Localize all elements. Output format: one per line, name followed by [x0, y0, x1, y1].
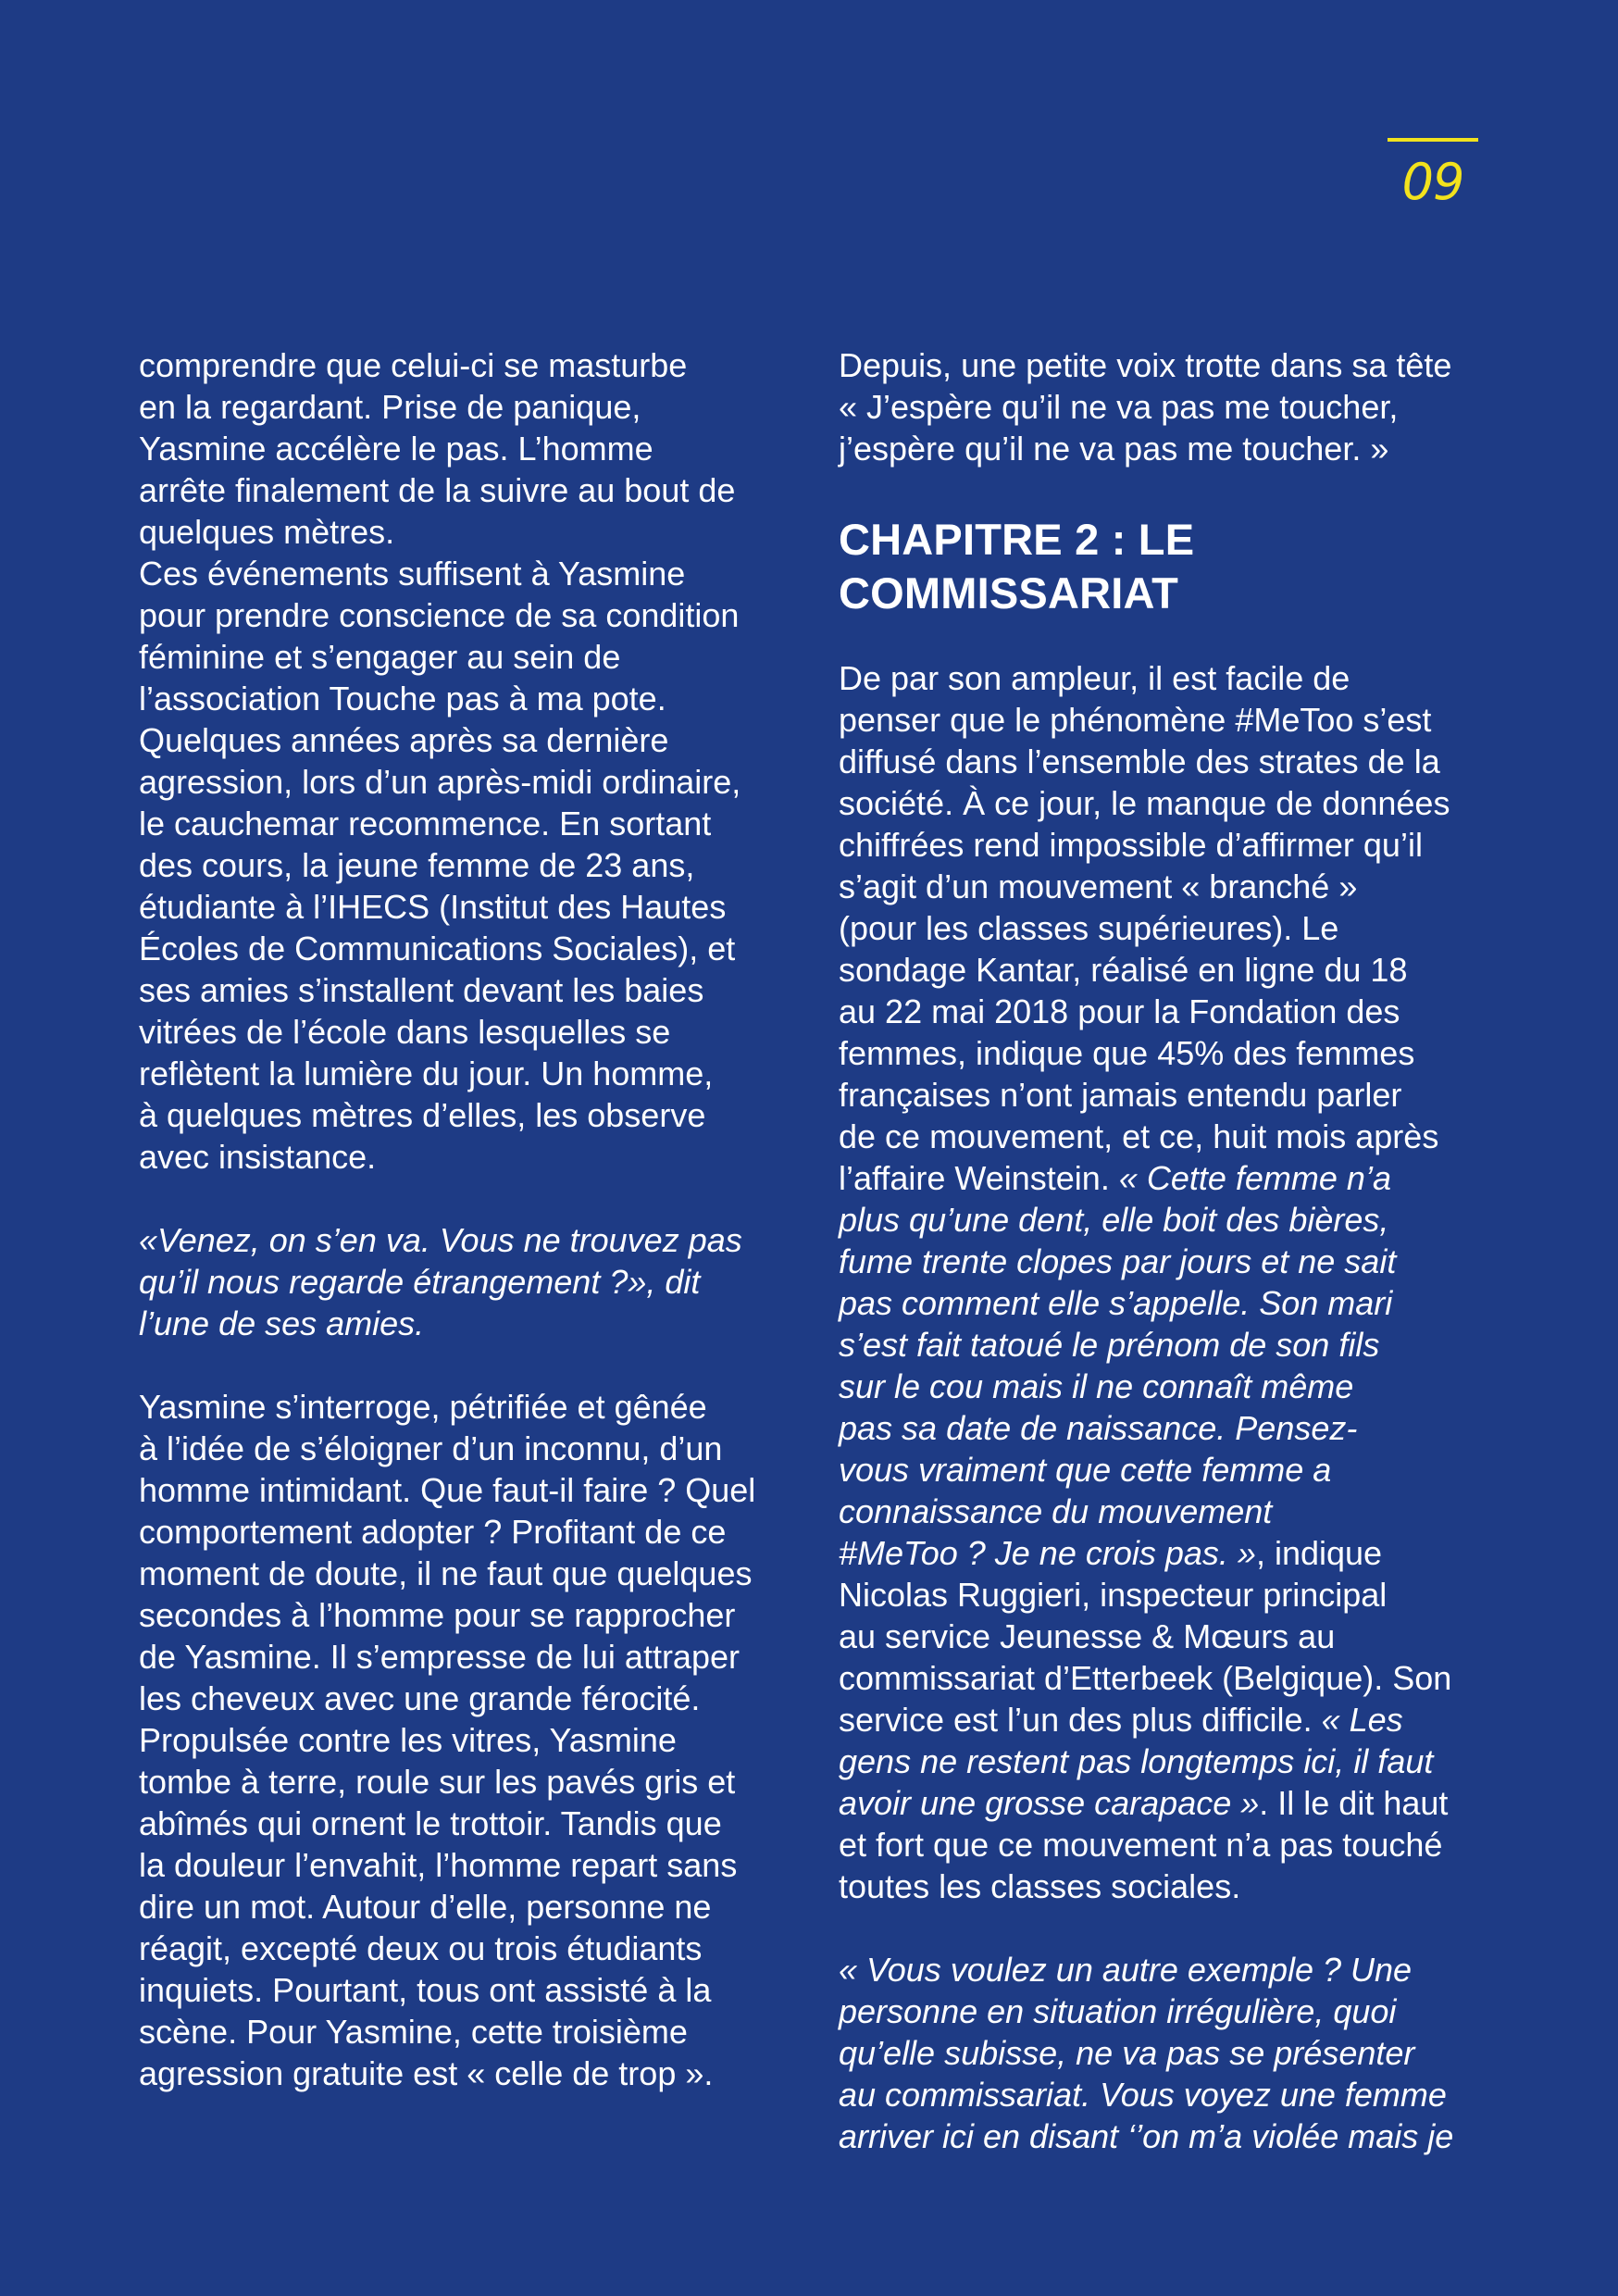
text-line: diffusé dans l’ensemble des strates de la: [839, 742, 1440, 780]
text-line: Depuis, une petite voix trotte dans sa tête: [839, 346, 1452, 384]
text-line: s’agit d’un mouvement « branché »: [839, 867, 1358, 905]
text-line: sondage Kantar, réalisé en ligne du 18: [839, 951, 1408, 989]
text-line: « J’espère qu’il ne va pas me toucher,: [839, 388, 1399, 426]
text-line: la douleur l’envahit, l’homme repart sans: [139, 1846, 738, 1884]
text-line: [839, 1782, 1491, 1824]
text-line: de ce mouvement, et ce, huit mois après: [839, 1117, 1439, 1155]
quote-line: gens ne restent pas longtemps ici, il faut: [839, 1742, 1434, 1780]
left-quote-1: [139, 1219, 791, 1344]
text-line: Nicolas Ruggieri, inspecteur principal: [839, 1576, 1388, 1614]
text-line: tombe à terre, roule sur les pavés gris et: [139, 1763, 736, 1801]
text-line: scène. Pour Yasmine, cette troisième: [139, 2013, 688, 2051]
text-line: secondes à l’homme pour se rapprocher: [139, 1596, 736, 1634]
chapter-heading-line: COMMISSARIAT: [839, 568, 1179, 618]
text-line: Propulsée contre les vitres, Yasmine: [139, 1721, 677, 1759]
quote-line: qu’elle subisse, ne va pas se présenter: [839, 2034, 1415, 2072]
text-line: toutes les classes sociales.: [839, 1867, 1241, 1905]
quote-line: sur le cou mais il ne connaît même: [839, 1367, 1354, 1405]
text-line: agression, lors d’un après-midi ordinaire,: [139, 763, 741, 801]
quote-line: personne en situation irrégulière, quoi: [839, 1992, 1397, 2030]
text-line: Yasmine accélère le pas. L’homme: [139, 430, 653, 468]
quote-segment: « Les: [1321, 1701, 1403, 1739]
quote-segment: #MeToo ? Je ne crois pas. »: [839, 1534, 1256, 1572]
text-line: à l’idée de s’éloigner d’un inconnu, d’un: [139, 1429, 723, 1467]
text-segment: l’affaire Weinstein.: [839, 1159, 1119, 1197]
text-line: comportement adopter ? Profitant de ce: [139, 1513, 727, 1551]
paragraph-gap: [839, 1907, 1491, 1949]
text-line: en la regardant. Prise de panique,: [139, 388, 641, 426]
quote-line: plus qu’une dent, elle boit des bières,: [839, 1201, 1389, 1239]
page-number: 09: [1401, 153, 1464, 211]
text-line: [839, 1157, 1491, 1199]
text-line: Écoles de Communications Sociales), et: [139, 930, 736, 967]
quote-line: « Vous voulez un autre exemple ? Une: [839, 1951, 1413, 1989]
text-line: ses amies s’installent devant les baies: [139, 971, 704, 1009]
text-line: Ces événements suffisent à Yasmine: [139, 555, 686, 593]
right-paragraph-1: [839, 657, 1491, 1907]
text-line: chiffrées rend impossible d’affirmer qu’il: [839, 826, 1423, 864]
quote-line: «Venez, on s’en va. Vous ne trouvez pas: [139, 1221, 742, 1259]
quote-line: qu’il nous regarde étrangement ?», dit: [139, 1263, 701, 1301]
text-line: penser que le phénomène #MeToo s’est: [839, 701, 1432, 739]
text-line: de Yasmine. Il s’empresse de lui attraper: [139, 1638, 740, 1676]
quote-line: connaissance du mouvement: [839, 1492, 1273, 1530]
text-line: inquiets. Pourtant, tous ont assisté à la: [139, 1971, 712, 2009]
chapter-heading-line: CHAPITRE 2 : LE: [839, 515, 1195, 564]
quote-line: s’est fait tatoué le prénom de son fils: [839, 1326, 1380, 1364]
text-line: arrête finalement de la suivre au bout de: [139, 471, 736, 509]
left-column: [139, 344, 791, 2094]
text-line: commissariat d’Etterbeek (Belgique). Son: [839, 1659, 1452, 1697]
text-line: homme intimidant. Que faut-il faire ? Quel: [139, 1471, 756, 1509]
text-line: Quelques années après sa dernière: [139, 721, 669, 759]
text-line: (pour les classes supérieures). Le: [839, 909, 1339, 947]
text-line: société. À ce jour, le manque de données: [839, 784, 1450, 822]
text-line: quelques mètres.: [139, 513, 395, 551]
quote-line: arriver ici en disant ‘’on m’a violée mais je: [839, 2117, 1454, 2155]
text-line: j’espère qu’il ne va pas me toucher. »: [839, 430, 1389, 468]
chapter-heading: [839, 513, 1491, 620]
quote-line: au commissariat. Vous voyez une femme: [839, 2076, 1447, 2114]
text-segment: service est l’un des plus difficile.: [839, 1701, 1322, 1739]
quote-line: fume trente clopes par jours et ne sait: [839, 1242, 1397, 1280]
text-line: dire un mot. Autour d’elle, personne ne: [139, 1888, 712, 1926]
text-line: comprendre que celui-ci se masturbe: [139, 346, 688, 384]
text-line: au 22 mai 2018 pour la Fondation des: [839, 992, 1400, 1030]
text-line: [839, 1532, 1491, 1574]
text-line: réagit, excepté deux ou trois étudiants: [139, 1929, 703, 1967]
quote-line: pas comment elle s’appelle. Son mari: [839, 1284, 1393, 1322]
text-line: femmes, indique que 45% des femmes: [839, 1034, 1415, 1072]
paragraph-gap: [139, 1178, 791, 1219]
text-line: agression gratuite est « celle de trop ».: [139, 2054, 714, 2092]
text-line: à quelques mètres d’elles, les observe: [139, 1096, 706, 1134]
paragraph-gap: [139, 1344, 791, 1386]
text-line: au service Jeunesse & Mœurs au: [839, 1617, 1336, 1655]
text-line: [839, 1699, 1491, 1741]
quote-line: l’une de ses amies.: [139, 1304, 425, 1342]
quote-segment: « Cette femme n’a: [1118, 1159, 1391, 1197]
page-number-rule: [1388, 138, 1478, 142]
right-intro: [839, 344, 1491, 469]
text-segment: , indique: [1255, 1534, 1383, 1572]
text-line: les cheveux avec une grande férocité.: [139, 1679, 701, 1717]
text-line: l’association Touche pas à ma pote.: [139, 680, 666, 718]
right-column: [839, 344, 1491, 2157]
text-line: vitrées de l’école dans lesquelles se: [139, 1013, 671, 1051]
quote-segment: avoir une grosse carapace »: [839, 1784, 1260, 1822]
text-line: françaises n’ont jamais entendu parler: [839, 1076, 1402, 1114]
left-paragraph-1: [139, 344, 791, 1178]
text-line: et fort que ce mouvement n’a pas touché: [839, 1826, 1443, 1864]
text-line: des cours, la jeune femme de 23 ans,: [139, 846, 695, 884]
text-line: féminine et s’engager au sein de: [139, 638, 621, 676]
left-paragraph-2: [139, 1386, 791, 2094]
text-line: reflètent la lumière du jour. Un homme,: [139, 1054, 714, 1092]
text-line: Yasmine s’interroge, pétrifiée et gênée: [139, 1388, 707, 1426]
text-line: De par son ampleur, il est facile de: [839, 659, 1350, 697]
right-quote-2: [839, 1949, 1491, 2157]
text-line: abîmés qui ornent le trottoir. Tandis que: [139, 1804, 722, 1842]
text-line: avec insistance.: [139, 1138, 377, 1176]
text-line: étudiante à l’IHECS (Institut des Hautes: [139, 888, 727, 926]
text-line: pour prendre conscience de sa condition: [139, 596, 740, 634]
text-line: le cauchemar recommence. En sortant: [139, 805, 712, 842]
text-segment: . Il le dit haut: [1259, 1784, 1449, 1822]
text-line: moment de doute, il ne faut que quelques: [139, 1554, 753, 1592]
quote-line: vous vraiment que cette femme a: [839, 1451, 1332, 1489]
quote-line: pas sa date de naissance. Pensez-: [839, 1409, 1358, 1447]
